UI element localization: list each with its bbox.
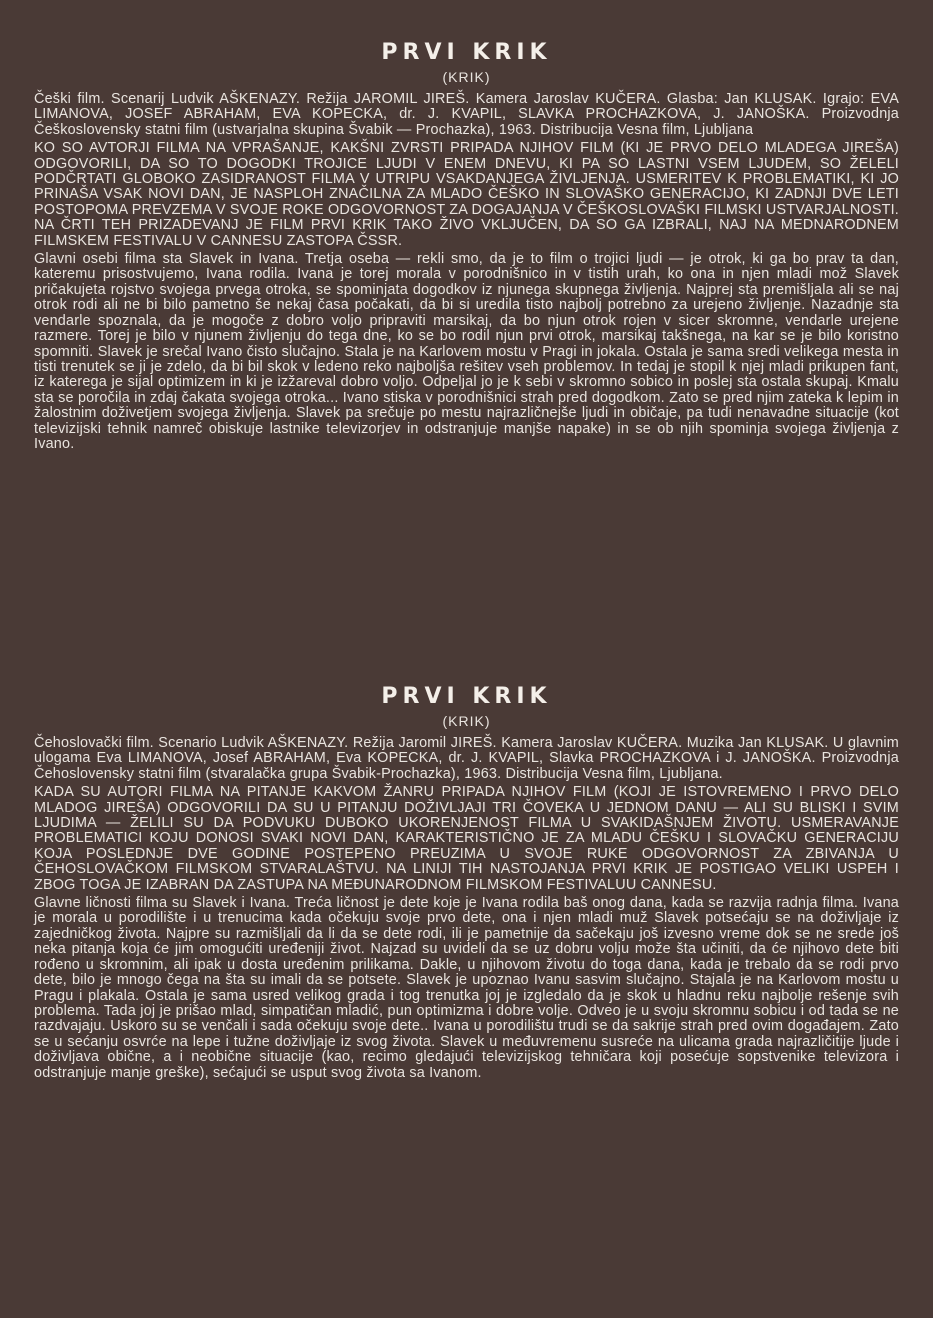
intro-paragraph: KADA SU AUTORI FILMA NA PITANJE KAKVOM ŽANRU PRIPADA NJIHOV FILM (KOJI JE ISTOVREMENO I PRVO DELO MLADOG JIREŠA) ODGOVORILI DA SU U PITANJU DOŽIVLJAJI TRI ČOVEKA U JEDNOM DANU — ALI SU BLISKI I SVIM LJUDIMA — ŽELILI SU DA PODVUKU DUBOKO UKORENJENOST FILMA U SVAKIDAŠNJEM ŽIVOTU. USMERAVANJE PROBLEMATICI KOJU DONOSI SVAKI NOVI DAN, KARAKTERISTIČNO JE ZA MLADU ČEŠKU I SLOVAČKU GENERACIJU KOJA POSLEDNJE DVE GODINE POSTEPENO PREUZIMA U SVOJE RUKE ODGOVORNOST ZA ZBIVANJA U ČEHOSLOVAČKOM FILMSKOM STVARALAŠTVU. NA LINIJI TIH NASTOJANJA PRVI KRIK JE POSTIGAO VELIKI USPEH I ZBOG TOGA JE IZABRAN DA ZASTUPA NA MEĐUNARODNOM FILMSKOM FESTIVALUU CANNESU.: [34, 784, 899, 893]
section-serbocroatian: [34, 684, 899, 1081]
credits-paragraph: Češki film. Scenarij Ludvik AŠKENAZY. Režija JAROMIL JIREŠ. Kamera Jaroslav KUČERA. Glasba: Jan KLUSAK. Igrajo: EVA LIMANOVA, JOSEF ABRAHAM, EVA KOPECKA, dr. J. KVAPIL, SLAVKA PROCHAZKOVA, J. JANOŠKA. Proizvodnja Češkoslovensky statni film (ustvarjalna skupina Švabik — Prochazka), 1963. Distribucija Vesna film, Ljubljana: [34, 91, 899, 138]
intro-paragraph: KO SO AVTORJI FILMA NA VPRAŠANJE, KAKŠNI ZVRSTI PRIPADA NJIHOV FILM (KI JE PRVO DELO MLADEGA JIREŠA) ODGOVORILI, DA SO TO DOGODKI TROJICE LJUDI V ENEM DNEVU, KI PA SO LASTNI VSEM LJUDEM, SO ŽELELI PODČRTATI GLOBOKO ZASIDRANOST FILMA V UTRIPU VSAKDANJEGA ŽIVLJENJA. USMERITEV K PROBLEMATIKI, KI JO PRINAŠA VSAK NOVI DAN, JE NASPLOH ZNAČILNA ZA MLADO ČEŠKO IN SLOVAŠKO GENERACIJO, KI ZADNJI DVE LETI POSTOPOMA PREVZEMA V SVOJE ROKE ODGOVORNOST ZA DOGAJANJA V ČEŠKOSLOVAŠKI FILMSKI USTVARJALNOSTI. NA ČRTI TEH PRIZADEVANJ JE FILM PRVI KRIK TAKO ŽIVO VKLJUČEN, DA SO GA IZBRALI, NAJ NA MEDNARODNEM FILMSKEM FESTIVALU V CANNESU ZASTOPA ČSSR.: [34, 140, 899, 249]
section-subtitle: (KRIK): [442, 69, 491, 85]
body-paragraph: Glavni osebi filma sta Slavek in Ivana. Tretja oseba — rekli smo, da je to film o trojici ljudi — je otrok, ki ga bo prav ta dan, kateremu prisostvujemo, Ivana rodila. Ivana je torej morala v porodnišnico in v tistih urah, ko ona in njen mladi mož Slavek pričakujeta rojstvo svojega prvega otroka, se spominjata dogodkov iz njunega skupnega življenja. Najprej sta premišljala ali se naj otrok rodi ali ne bi bilo pametno še nekaj časa počakati, da bi si uredila tisto najbolj potrebno za urejeno življenje. Nazadnje sta vendarle spoznala, da je mogoče z dobro voljo pripraviti marsikaj, da bo njun otrok rojen v sicer skromne, vendarle urejene razmere. Torej je bilo v njunem življenju do tega dne, ko se bo rodil njun prvi otrok, marsikaj takšnega, na kar se je bilo koristno spomniti. Slavek je srečal Ivano čisto slučajno. Stala je na Karlovem mostu v Pragi in jokala. Ostala je sama sredi velikega mesta in tisti trenutek se ji je zdelo, da bi bil skok v ledeno reko najboljša rešitev vseh problemov. In tedaj je stopil k njej mladi prikupen fant, iz katerega je sijal optimizem in ki je izžareval dobro voljo. Odpeljal jo je k sebi v skromno sobico in poslej sta ostala skupaj. Kmalu sta se poročila in zdaj čakata svojega otroka... Ivano stiska v porodnišnici strah pred dogodkom. Zato se pred njim zateka k lepim in žalostnim doživetjem svojega življenja. Slavek pa srečuje po mestu najrazličnejše ljudi in običaje, pa tudi nenavadne situacije (kot televizijski tehnik namreč obiskuje lastnike televizorjev in odstranjuje manjše napake) in se ob njih spominja svojega življenja z Ivano.: [34, 251, 899, 452]
credits-paragraph: Čehoslovački film. Scenario Ludvik AŠKENAZY. Režija Jaromil JIREŠ. Kamera Jaroslav KUČERA. Muzika Jan KLUSAK. U glavnim ulogama Eva LIMANOVA, Josef ABRAHAM, Eva KOPECKA, dr. J. KVAPIL, Slavka PROCHAZKOVA i J. JANOŠKA. Proizvodnja Čehoslovensky statni film (stvaralačka grupa Švabik-Prochazka), 1963. Distribucija Vesna film, Ljubljana.: [34, 735, 899, 782]
section-subtitle: (KRIK): [442, 713, 491, 729]
section-title: PRVI KRIK: [381, 684, 552, 709]
section-slovenian: [34, 40, 899, 452]
body-paragraph: Glavne ličnosti filma su Slavek i Ivana. Treća ličnost je dete koje je Ivana rodila baš onog dana, kada se razvija radnja filma. Ivana je morala u porodilište i u trenucima kada očekuju svoje prvo dete, ona i njen mladi muž Slavek potsećaju se na doživljaje iz zajedničkog života. Najpre su razmišljali da li da se dete rodi, ili je pametnije da sačekaju još izvesno vreme dok se ne srede još neka pitanja koja će jim omogućiti uređeniji život. Najzad su uvideli da se uz dobru volju može šta učiniti, da će njihovo dete biti rođeno u skromnim, ali ipak u dosta uređenim prilikama. Dakle, u njihovom životu do toga dana, kada je trebalo da se rodi prvo dete, bilo je mnogo čega na šta su imali da se potsete. Slavek je upoznao Ivanu sasvim slučajno. Stajala je na Karlovom mostu u Pragu i plakala. Ostala je sama usred velikog grada i tog trenutka joj je izgledalo da je skok u hladnu reku najbolje rešenje svih problema. Tada joj je prišao mlad, simpatičan mladić, pun optimizma i dobre volje. Odveo je u svoju skromnu sobicu i od tada se ne razdvajaju. Uskoro su se venčali i sada očekuju svoje dete.. Ivana u porodilištu trudi se da sakrije strah pred ovim događajem. Zato se u sećanju osvrće na lepe i tužne doživljaje iz svog života. Slavek u međuvremenu susreće na ulicama grada najrazličitije ljude i doživljava obične, a i neobične situacije (kao, recimo gledajući televizijskog tehničara koji posećuje sopstvenike televizora i odstranjuje manje greške), sećajući se usput svog života sa Ivanom.: [34, 895, 899, 1081]
section-title: PRVI KRIK: [381, 40, 552, 65]
